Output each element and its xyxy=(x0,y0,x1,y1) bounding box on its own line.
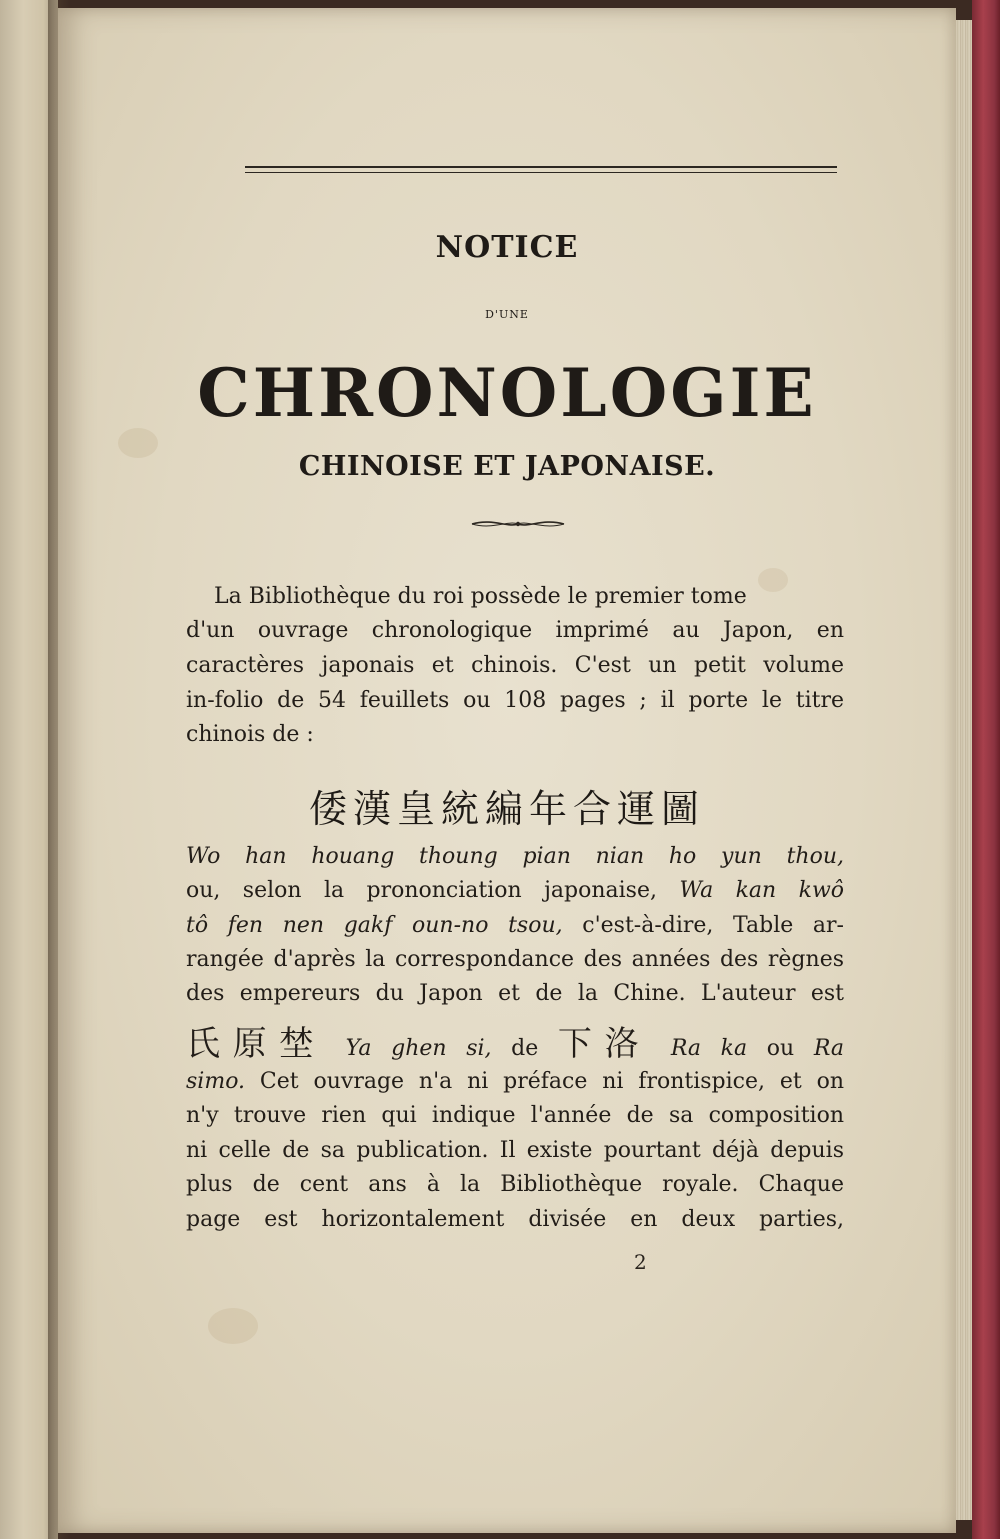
page-edges xyxy=(956,20,972,1520)
text-line: Wo han houang thoung pian nian ho yun thou, xyxy=(186,844,844,869)
chinese-title: 倭漢皇統編年合運圖 xyxy=(308,787,705,831)
text-span: de xyxy=(511,1036,539,1061)
heading-subtitle: CHINOISE ET JAPONAISE. xyxy=(298,451,716,482)
text-line: n'y trouve rien qui indique l'année de sa composition xyxy=(186,1103,844,1128)
text-span: tô fen nen gakf oun-no tsou, xyxy=(186,913,563,938)
page-number: 2 xyxy=(634,1250,647,1274)
top-double-rule-2 xyxy=(245,172,837,173)
text-line xyxy=(186,913,844,938)
red-cover-edge xyxy=(972,0,1000,1539)
ornament-divider xyxy=(468,514,568,534)
text-line xyxy=(186,1016,844,1065)
heading-chronologie: CHRONOLOGIE xyxy=(197,354,817,432)
text-line: in-folio de 54 feuillets ou 108 pages ; il porte le titre xyxy=(186,688,844,713)
text-span: simo. xyxy=(186,1069,246,1094)
text-span: Ra xyxy=(813,1036,844,1061)
text-line: page est horizontalement divisée en deux parties, xyxy=(186,1207,844,1232)
text-line: plus de cent ans à la Bibliothèque royale. Chaque xyxy=(186,1172,844,1197)
text-line: chinois de : xyxy=(186,722,314,747)
text-line: La Bibliothèque du roi possède le premier tome xyxy=(214,584,747,609)
text-line: caractères japonais et chinois. C'est un petit volume xyxy=(186,653,844,678)
heading-notice: NOTICE xyxy=(435,230,579,265)
cjk-inline: 下洛 xyxy=(557,1024,652,1064)
text-span: ou, selon la prononciation japonaise, xyxy=(186,878,657,903)
heading-dune: D'UNE xyxy=(485,308,529,321)
text-line: d'un ouvrage chronologique imprimé au Japon, en xyxy=(186,618,844,643)
book-page xyxy=(58,8,956,1533)
text-line: des empereurs du Japon et de la Chine. L'auteur est xyxy=(186,981,844,1006)
text-span: Cet ouvrage n'a ni préface ni frontispice, et on xyxy=(259,1069,844,1094)
text-span: Ra ka xyxy=(670,1036,748,1061)
text-line xyxy=(186,878,844,903)
text-line: rangée d'après la correspondance des années des règnes xyxy=(186,947,844,972)
text-span: ou xyxy=(766,1036,795,1061)
text-line xyxy=(186,1069,844,1094)
text-span: c'est-à-dire, Table ar- xyxy=(582,913,844,938)
text-span: Wa kan kwô xyxy=(679,878,845,903)
top-double-rule-1 xyxy=(245,166,837,168)
text-span: Ya ghen si, xyxy=(345,1036,492,1061)
foxing-stain xyxy=(208,1308,258,1344)
text-line: ni celle de sa publication. Il existe pourtant déjà depuis xyxy=(186,1138,844,1163)
cjk-inline: 氏原埜 xyxy=(186,1024,326,1064)
